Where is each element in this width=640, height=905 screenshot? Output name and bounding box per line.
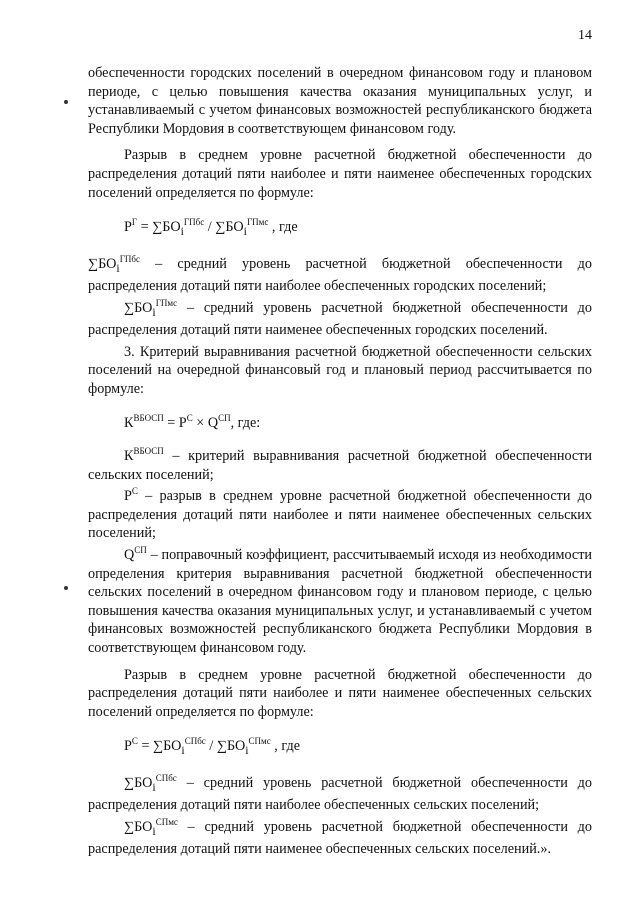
definition-urban-best: $\sum БО_i^{ГПбс}$ – средний уровень расчетной бюджетной обеспеченности до распределения дотаций пяти наиболее обеспеченных городских поселений;: [88, 253, 592, 294]
definition-urban-worst: $\sum БО_i^{ГПмс}$ – средний уровень расчетной бюджетной обеспеченности до распределения дотаций пяти наименее обеспеченных городских поселений.: [88, 297, 592, 339]
definition-correction-q: $Q^{СП}$ – поправочный коэффициент, рассчитываемый исходя из необходимости определения критерия выравнивания расчетной бюджетной обеспеченности сельских поселений в очередном финансовом году и плановом периоде, с целью повышения качества оказания муниципальных услуг, и устанавливаемый с учетом финансовых возможностей республиканского бюджета Республики Мордовия в соответствующем финансовом году.: [88, 544, 592, 656]
margin-mark: [64, 100, 68, 104]
paragraph-gap-urban: Разрыв в среднем уровне расчетной бюджетной обеспеченности до распределения дотаций пяти наиболее и пяти наименее обеспеченных городских поселений определяется по формуле:: [88, 147, 592, 201]
paragraph-intro: обеспеченности городских поселений в очередном финансовом году и плановом периоде, с целью повышения качества оказания муниципальных услуг, и устанавливаемый с учетом финансовых возможностей республиканского бюджета Республики Мордовия в соответствующем финансовом году.: [88, 65, 592, 137]
formula-rural-criterion: $К^{ВБОСП} = Р^С \times Q^{СП}$, где:: [124, 413, 261, 432]
page-number: 14: [578, 28, 592, 43]
margin-mark: [64, 586, 68, 590]
paragraph-criterion-3: 3. Критерий выравнивания расчетной бюджетной обеспеченности сельских поселений на очередной финансовый год и плановый период рассчитывается по формуле:: [88, 343, 592, 397]
formula-rural-gap: $Р^С = \sum БО_i^{СПбс} / \sum БО_i^{СПмс}$ , где: [124, 736, 301, 758]
document-body: [88, 64, 592, 859]
definition-rural-best: $\sum БО_i^{СПбс}$ – средний уровень расчетной бюджетной обеспеченности до распределения дотаций пяти наиболее обеспеченных сельских поселений;: [88, 772, 592, 814]
definition-rural-gap-p: $Р^С$ – разрыв в среднем уровне расчетной бюджетной обеспеченности до распределения дотаций пяти наиболее и пяти наименее обеспеченных сельских поселений;: [88, 486, 592, 542]
formula-urban-gap: $Р^Г = \sum БО_i^{ГПбс} / \sum БО_i^{ГПмс}$ , где: [124, 217, 298, 238]
definition-criterion-k: $К^{ВБОСП}$ – критерий выравнивания расчетной бюджетной обеспеченности сельских поселений;: [88, 445, 592, 483]
definition-rural-worst: $\sum БО_i^{СПмс}$ – средний уровень расчетной бюджетной обеспеченности до распределения дотаций пяти наименее обеспеченных сельских поселений.».: [88, 816, 592, 858]
paragraph-gap-rural: Разрыв в среднем уровне расчетной бюджетной обеспеченности до распределения дотаций пяти наиболее и пяти наименее обеспеченных сельских поселений определяется по формуле:: [88, 666, 592, 720]
